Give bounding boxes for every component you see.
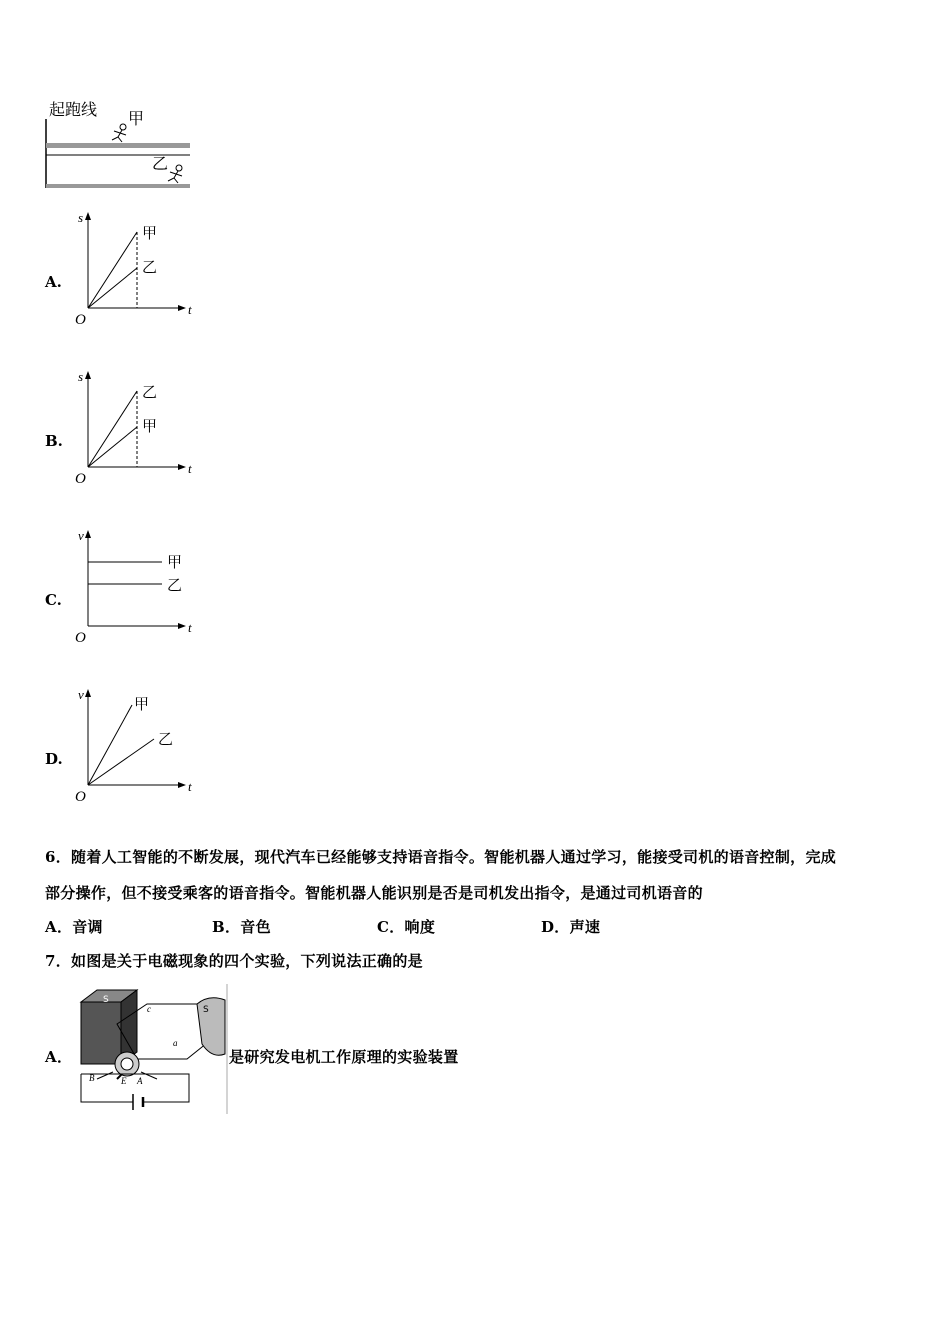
svg-text:S: S bbox=[203, 1005, 209, 1015]
axis-label-t: t bbox=[188, 461, 192, 476]
option-b-label: B. bbox=[45, 432, 63, 450]
axis-label-v: v bbox=[78, 528, 84, 543]
line-yi bbox=[88, 739, 154, 785]
graph-option-b bbox=[70, 367, 200, 487]
magnet-right-icon bbox=[197, 998, 225, 1056]
x-axis-arrow bbox=[178, 305, 186, 311]
q6-option-a: A．音调 bbox=[45, 918, 103, 936]
graph-option-c bbox=[70, 526, 200, 646]
q6-option-d: D．声速 bbox=[541, 918, 601, 936]
graph-option-d bbox=[70, 685, 200, 805]
start-line-label: 起跑线 bbox=[49, 100, 98, 119]
runner-a-label: 甲 bbox=[128, 109, 145, 128]
runner-b-label: 乙 bbox=[152, 154, 169, 173]
line-jia bbox=[88, 232, 137, 308]
magnet-pole-s: S bbox=[103, 995, 109, 1005]
q7-option-a-label: A． bbox=[45, 1048, 73, 1066]
y-axis-arrow bbox=[85, 689, 91, 697]
coil-icon bbox=[115, 1052, 139, 1076]
origin-label: O bbox=[75, 630, 86, 646]
runner-b-icon bbox=[168, 165, 182, 183]
runner-a-icon bbox=[112, 124, 126, 142]
q7-option-a-text: 是研究发电机工作原理的实验装置 bbox=[229, 1048, 459, 1066]
label-a: a bbox=[173, 1038, 178, 1048]
axis-label-v: v bbox=[78, 687, 84, 702]
label-bottom: 甲 bbox=[142, 417, 158, 435]
line-yi bbox=[88, 391, 137, 467]
label-top: 甲 bbox=[142, 224, 158, 242]
y-axis-arrow bbox=[85, 371, 91, 379]
x-axis-arrow bbox=[178, 782, 186, 788]
motor-experiment-figure bbox=[77, 984, 229, 1114]
label-top: 甲 bbox=[134, 695, 150, 713]
line-jia bbox=[88, 427, 137, 467]
q6-text-line2: 部分操作，但不接受乘客的语音指令。智能机器人能识别是否是司机发出指令，是通过司机语音的 bbox=[45, 884, 703, 902]
axis-label-t: t bbox=[188, 620, 192, 635]
option-a-label: A. bbox=[45, 273, 62, 291]
axis-label-s: s bbox=[78, 369, 84, 384]
line-yi bbox=[88, 268, 137, 308]
lane-hatch bbox=[46, 143, 190, 148]
label-bottom: 乙 bbox=[167, 576, 183, 594]
q6-option-b: B．音色 bbox=[212, 918, 271, 936]
option-c-label: C. bbox=[45, 591, 62, 609]
label-e: E bbox=[121, 1076, 127, 1086]
track-diagram bbox=[40, 95, 200, 195]
line-jia bbox=[88, 705, 132, 785]
q6-text-line1: 6．随着人工智能的不断发展，现代汽车已经能够支持语音指令。智能机器人通过学习，能接受司机的语音控制，完成 bbox=[45, 848, 837, 866]
y-axis-arrow bbox=[85, 530, 91, 538]
label-a2: A bbox=[137, 1076, 143, 1086]
label-top: 甲 bbox=[167, 553, 183, 571]
label-c: c bbox=[147, 1004, 151, 1014]
q6-option-c: C．响度 bbox=[377, 918, 436, 936]
option-d-label: D. bbox=[45, 750, 63, 768]
origin-label: O bbox=[75, 312, 86, 328]
lane-hatch-bottom bbox=[46, 184, 190, 188]
label-top: 乙 bbox=[142, 383, 158, 401]
x-axis-arrow bbox=[178, 623, 186, 629]
y-axis-arrow bbox=[85, 212, 91, 220]
label-bottom: 乙 bbox=[142, 258, 158, 276]
label-bottom: 乙 bbox=[158, 730, 174, 748]
axis-label-s: s bbox=[78, 210, 84, 225]
x-axis-arrow bbox=[178, 464, 186, 470]
axis-label-t: t bbox=[188, 779, 192, 794]
origin-label: O bbox=[75, 471, 86, 487]
graph-option-a bbox=[70, 208, 200, 328]
origin-label: O bbox=[75, 789, 86, 805]
label-b: B bbox=[89, 1073, 95, 1083]
q7-stem: 7．如图是关于电磁现象的四个实验，下列说法正确的是 bbox=[45, 952, 423, 970]
axis-label-t: t bbox=[188, 302, 192, 317]
